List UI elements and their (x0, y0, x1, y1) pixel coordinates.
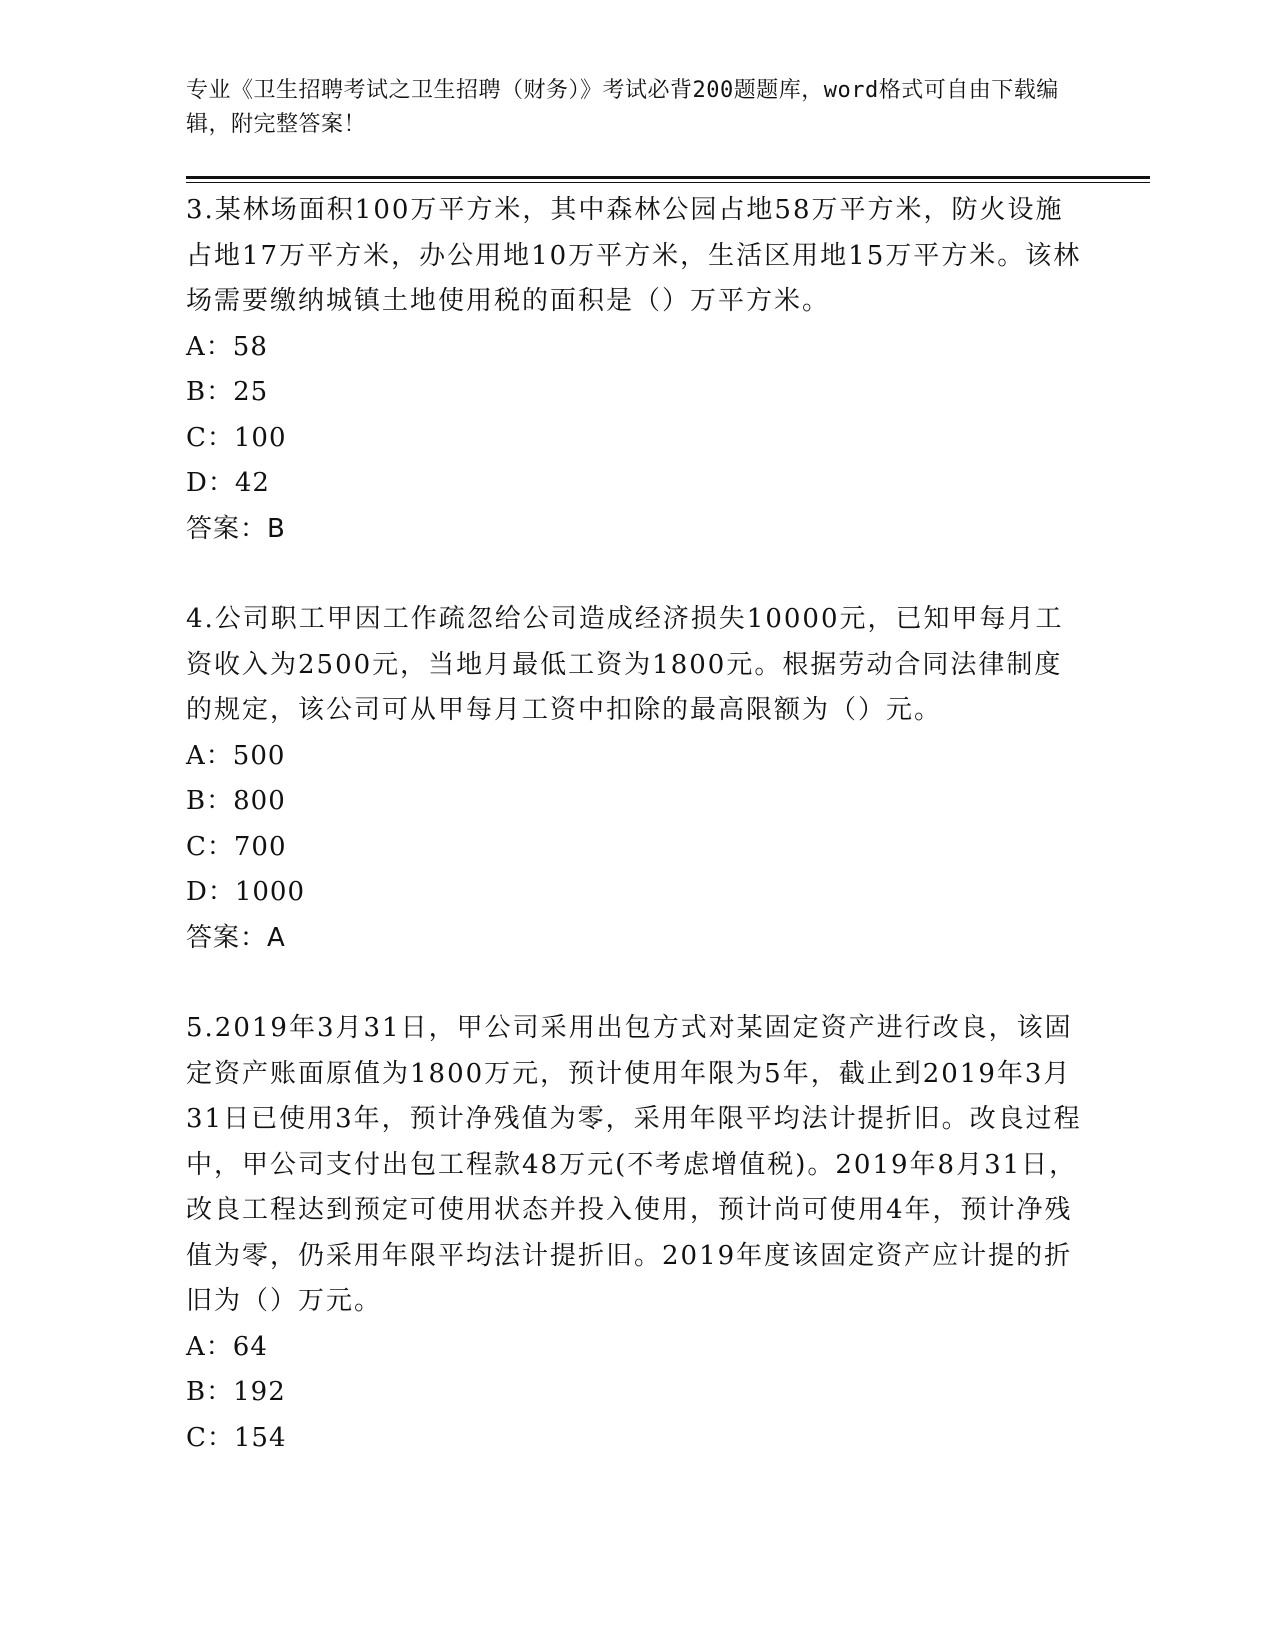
question-4 (186, 597, 1086, 961)
question-stem: 4.公司职工甲因工作疏忽给公司造成经济损失10000元，已知甲每月工资收入为2500元，当地月最低工资为1800元。根据劳动合同法律制度的规定，该公司可从甲每月工资中扣除的最高限额为（）元。 (186, 604, 1064, 725)
option-c: C：700 (186, 831, 287, 862)
option-a: A：500 (186, 740, 286, 771)
option-b: B：25 (186, 377, 269, 407)
option-c: C：154 (186, 1422, 287, 1453)
header-rule-thick (186, 176, 1150, 179)
question-stem: 3.某林场面积100万平方米，其中森林公园占地58万平方米，防火设施占地17万平方米，办公用地10万平方米，生活区用地15万平方米。该林场需要缴纳城镇土地使用税的面积是（）万平方米。 (186, 195, 1082, 316)
answer-line: 答案：A (186, 922, 286, 953)
question-5 (186, 1006, 1086, 1461)
option-c: C：100 (186, 422, 287, 453)
option-a: A：64 (186, 1331, 268, 1362)
question-3 (186, 188, 1086, 552)
option-b: B：800 (186, 786, 286, 816)
document-header: 专业《卫生招聘考试之卫生招聘（财务）》考试必背200题题库，word格式可自由下载编辑，附完整答案！ (186, 78, 1059, 137)
option-a: A：58 (186, 331, 268, 362)
header-rule-thin (186, 182, 1150, 183)
answer-line: 答案：B (186, 513, 286, 544)
option-d: D：1000 (186, 877, 306, 907)
question-stem: 5.2019年3月31日，甲公司采用出包方式对某固定资产进行改良，该固定资产账面原值为1800万元，预计使用年限为5年，截止到2019年3月31日已使用3年，预计净残值为零，采用年限平均法计提折旧。改良过程中，甲公司支付出包工程款48万元(不考虑增值税)。2019年8月31日，改良工程达到预定可使用状态并投入使用，预计尚可使用4年，预计净残值为零，仍采用年限平均法计提折旧。2019年度该固定资产应计提的折旧为（）万元。 (186, 1013, 1082, 1316)
option-d: D：42 (186, 468, 270, 498)
option-b: B：192 (186, 1377, 286, 1407)
